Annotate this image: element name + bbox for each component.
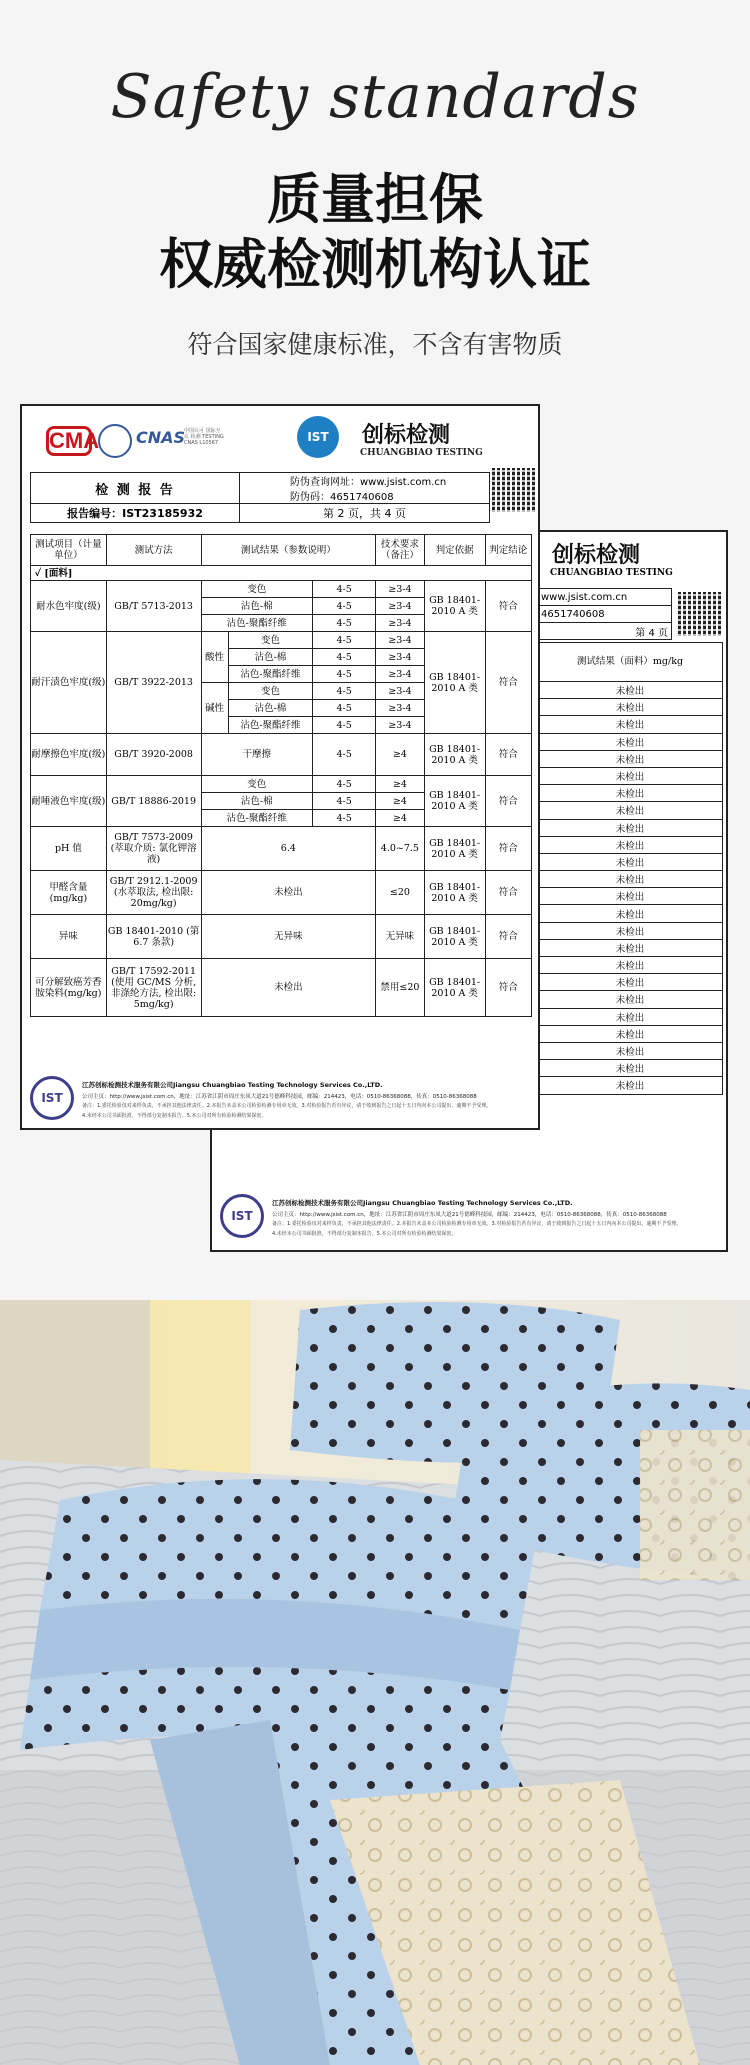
report-page-front <box>20 404 540 1130</box>
item-rubbing: 耐摩擦色牢度(级) <box>31 734 107 776</box>
sub-item: 沾色-聚酯纤维 <box>228 666 312 683</box>
item-odor: 异味 <box>31 915 107 959</box>
result-cell: 未检出 <box>538 699 723 716</box>
col-result: 测试结果（参数说明） <box>201 535 376 566</box>
result-cell: 未检出 <box>538 682 723 699</box>
result-row <box>538 1025 723 1042</box>
ist-seal-icon: IST <box>30 1076 74 1120</box>
result-cell: 未检出 <box>538 750 723 767</box>
result-cell: 未检出 <box>538 939 723 956</box>
sub-item: 沾色-聚酯纤维 <box>201 810 313 827</box>
anti-fake-url: www.jsist.com.cn <box>538 589 672 606</box>
report-footer <box>30 1072 534 1124</box>
sub-result: 4-5 <box>313 810 376 827</box>
report-no-label: 报告编号： <box>67 507 123 520</box>
sub-result: 4-5 <box>313 581 376 598</box>
result-row <box>538 1060 723 1077</box>
col-verdict: 判定结论 <box>485 535 531 566</box>
report-footer <box>220 1190 720 1246</box>
result-cell: 未检出 <box>538 888 723 905</box>
result-row <box>538 871 723 888</box>
result-cell: 未检出 <box>538 922 723 939</box>
req-ph: 4.0~7.5 <box>376 827 424 871</box>
report-title: 检 测 报 告 <box>31 473 240 504</box>
results-column-header: 测试结果（面料）mg/kg <box>538 643 723 682</box>
brand-name-en: CHUANGBIAO TESTING <box>360 448 483 458</box>
basis-formaldehyde: GB 18401-2010 A 类 <box>424 871 485 915</box>
sub-req: ≥3-4 <box>376 666 424 683</box>
sub-req: ≥3-4 <box>376 649 424 666</box>
item-saliva: 耐唾液色牢度(级) <box>31 776 107 827</box>
sub-req: ≥3-4 <box>376 581 424 598</box>
footer-note-2: 4.未经本公司书面批准，不得部分复制本报告。5.本公司对所有检验检测结果保密。 <box>82 1113 267 1119</box>
result-cell: 未检出 <box>538 1077 723 1094</box>
alkali-label: 碱性 <box>201 683 228 734</box>
page-info: 第 4 页 <box>538 623 672 640</box>
sub-req: ≥3-4 <box>376 683 424 700</box>
qr-code <box>678 592 722 636</box>
title-line-2: 权威检测机构认证 <box>159 233 591 296</box>
sub-result: 4-5 <box>313 632 376 649</box>
result-cell: 未检出 <box>538 974 723 991</box>
result-row <box>538 957 723 974</box>
results-table <box>537 642 723 1095</box>
result-amines: 未检出 <box>201 959 376 1017</box>
sub-result: 4-5 <box>313 793 376 810</box>
method-amines: GB/T 17592-2011 (使用 GC/MS 分析, 非涤纶方法, 检出限: 5mg/kg) <box>106 959 201 1017</box>
report-no: IST23185932 <box>122 507 203 520</box>
sub-item: 沾色-聚酯纤维 <box>228 717 312 734</box>
brand-name-en: CHUANGBIAO TESTING <box>550 568 673 578</box>
reports-section <box>0 380 750 1300</box>
result-row <box>538 974 723 991</box>
report-header-table <box>30 472 490 523</box>
result-row <box>538 836 723 853</box>
cnas-logo: CNAS <box>136 428 186 447</box>
col-item: 测试项目（计量单位） <box>31 535 107 566</box>
sub-item: 沾色-聚酯纤维 <box>201 615 313 632</box>
result-cell: 未检出 <box>538 853 723 870</box>
ist-logo-icon: IST <box>297 416 339 458</box>
sub-result: 4-5 <box>313 717 376 734</box>
verdict-amines: 符合 <box>485 959 531 1017</box>
result-row <box>538 1008 723 1025</box>
cnas-logo-caption: 中国认可 国际互认 检测 TESTING CNAS L10567 <box>184 428 224 446</box>
bedding-illustration <box>0 1300 750 2065</box>
result-row <box>538 785 723 802</box>
sub-result: 4-5 <box>313 666 376 683</box>
footer-company: 江苏创标检测技术服务有限公司Jiangsu Chuangbiao Testing Technology Services Co.,LTD. <box>272 1199 573 1207</box>
result-cell: 未检出 <box>538 1008 723 1025</box>
method-saliva: GB/T 18886-2019 <box>106 776 201 827</box>
method-water: GB/T 5713-2013 <box>106 581 201 632</box>
verdict-ph: 符合 <box>485 827 531 871</box>
sub-result: 4-5 <box>313 598 376 615</box>
sub-result: 4-5 <box>313 615 376 632</box>
sub-item: 变色 <box>228 683 312 700</box>
result-row <box>538 1042 723 1059</box>
result-row <box>538 750 723 767</box>
basis-saliva: GB 18401-2010 A 类 <box>424 776 485 827</box>
anti-fake-label: 防伪查询网址： <box>290 477 360 488</box>
result-row <box>538 802 723 819</box>
verdict-formaldehyde: 符合 <box>485 871 531 915</box>
result-row <box>538 716 723 733</box>
anti-fake-code-label: 防伪码： <box>290 492 330 503</box>
item-amines: 可分解致癌芳香胺染料(mg/kg) <box>31 959 107 1017</box>
verdict-rubbing: 符合 <box>485 734 531 776</box>
result-cell: 未检出 <box>538 957 723 974</box>
result-cell: 未检出 <box>538 905 723 922</box>
footer-note-1: 备注：1.委托检验仅对来样负责，不承担其他法律责任。2.本报告未盖本公司检验检测专用章无效。3.对检验报告若有异议，请于收到报告之日起十五日内向本公司提出，逾期不予受理。 <box>82 1103 492 1109</box>
result-cell: 未检出 <box>538 991 723 1008</box>
anti-fake-code: 4651740608 <box>330 492 394 503</box>
sub-req: ≥3-4 <box>376 598 424 615</box>
sub-result: 4-5 <box>313 700 376 717</box>
method-rubbing: GB/T 3920-2008 <box>106 734 201 776</box>
item-formaldehyde: 甲醛含量(mg/kg) <box>31 871 107 915</box>
sub-item: 变色 <box>228 632 312 649</box>
ilac-mra-logo <box>98 424 132 458</box>
qr-code <box>492 468 536 512</box>
brand-name: 创标检测 <box>552 543 641 568</box>
footer-address: 公司主页：http://www.jsist.com.cn，地址：江苏省江阴市周庄东凤大道21号德峰科技园，邮编：214423，电话：0510-86368088，传真：0510-86368088 <box>272 1212 667 1218</box>
item-perspiration: 耐汗渍色牢度(级) <box>31 632 107 734</box>
sub-req: ≥4 <box>376 793 424 810</box>
basis-water: GB 18401-2010 A 类 <box>424 581 485 632</box>
req-formaldehyde: ≤20 <box>376 871 424 915</box>
result-cell: 未检出 <box>538 1025 723 1042</box>
method-perspiration: GB/T 3922-2013 <box>106 632 201 734</box>
brand-name: 创标检测 <box>362 423 451 448</box>
result-row <box>538 991 723 1008</box>
header-section <box>0 0 750 380</box>
col-method: 测试方法 <box>106 535 201 566</box>
sub-item: 沾色-棉 <box>201 598 313 615</box>
result-row <box>538 905 723 922</box>
result-row <box>538 939 723 956</box>
sub-item: 变色 <box>201 776 313 793</box>
result-cell: 未检出 <box>538 836 723 853</box>
basis-rubbing: GB 18401-2010 A 类 <box>424 734 485 776</box>
result-cell: 未检出 <box>538 733 723 750</box>
result-cell: 未检出 <box>538 767 723 784</box>
sub-item: 干摩擦 <box>201 734 313 776</box>
verdict-perspiration: 符合 <box>485 632 531 734</box>
acid-label: 酸性 <box>201 632 228 683</box>
page-info: 第 2 页，共 4 页 <box>240 504 490 523</box>
section-fabric: ✓ [面料] <box>31 566 532 581</box>
col-requirement: 技术要求（备注） <box>376 535 424 566</box>
result-row <box>538 922 723 939</box>
result-row <box>538 1077 723 1094</box>
result-cell: 未检出 <box>538 716 723 733</box>
result-cell: 未检出 <box>538 819 723 836</box>
item-water: 耐水色牢度(级) <box>31 581 107 632</box>
col-basis: 判定依据 <box>424 535 485 566</box>
certification-logos <box>36 416 224 464</box>
result-row <box>538 767 723 784</box>
footer-note-1: 备注：1.委托检验仅对来样负责，不承担其他法律责任。2.本报告未盖本公司检验检测专用章无效。3.对检验报告若有异议，请于收到报告之日起十五日内向本公司提出，逾期不予受理。 <box>272 1221 682 1227</box>
method-ph: GB/T 7573-2009 (萃取介质: 氯化钾溶液) <box>106 827 201 871</box>
result-row <box>538 853 723 870</box>
item-ph: pH 值 <box>31 827 107 871</box>
sub-result: 4-5 <box>313 776 376 793</box>
verdict-odor: 符合 <box>485 915 531 959</box>
sub-result: 4-5 <box>313 649 376 666</box>
footer-note-2: 4.未经本公司书面批准，不得部分复制本报告。5.本公司对所有检验检测结果保密。 <box>272 1231 457 1237</box>
result-row <box>538 682 723 699</box>
sub-item: 沾色-棉 <box>201 793 313 810</box>
req-odor: 无异味 <box>376 915 424 959</box>
sub-req: ≥3-4 <box>376 615 424 632</box>
result-odor: 无异味 <box>201 915 376 959</box>
anti-fake-url: www.jsist.com.cn <box>360 477 447 488</box>
report-number-cell <box>31 504 240 523</box>
basis-amines: GB 18401-2010 A 类 <box>424 959 485 1017</box>
result-cell: 未检出 <box>538 802 723 819</box>
basis-ph: GB 18401-2010 A 类 <box>424 827 485 871</box>
sub-item: 变色 <box>201 581 313 598</box>
sub-item: 沾色-棉 <box>228 700 312 717</box>
result-formaldehyde: 未检出 <box>201 871 376 915</box>
footer-company: 江苏创标检测技术服务有限公司Jiangsu Chuangbiao Testing Technology Services Co.,LTD. <box>82 1081 383 1089</box>
result-cell: 未检出 <box>538 1060 723 1077</box>
basis-odor: GB 18401-2010 A 类 <box>424 915 485 959</box>
ist-seal-icon: IST <box>220 1194 264 1238</box>
result-row <box>538 819 723 836</box>
sub-req: ≥3-4 <box>376 632 424 649</box>
result-cell: 未检出 <box>538 785 723 802</box>
method-odor: GB 18401-2010 (第 6.7 条款) <box>106 915 201 959</box>
req-rubbing: ≥4 <box>376 734 424 776</box>
sub-item: 沾色-棉 <box>228 649 312 666</box>
req-amines: 禁用≤20 <box>376 959 424 1017</box>
sub-req: ≥3-4 <box>376 717 424 734</box>
subtitle: 符合国家健康标准，不含有害物质 <box>187 330 563 359</box>
report-info-table <box>537 588 672 640</box>
result-cell: 未检出 <box>538 1042 723 1059</box>
result-row <box>538 888 723 905</box>
sub-req: ≥3-4 <box>376 700 424 717</box>
basis-perspiration: GB 18401-2010 A 类 <box>424 632 485 734</box>
result-ph: 6.4 <box>201 827 376 871</box>
method-formaldehyde: GB/T 2912.1-2009 (水萃取法, 检出限: 20mg/kg) <box>106 871 201 915</box>
result-cell: 未检出 <box>538 871 723 888</box>
anti-fake-row <box>240 473 490 504</box>
bedding-photo <box>0 1300 750 2065</box>
title-line-1: 质量担保 <box>267 168 483 231</box>
verdict-water: 符合 <box>485 581 531 632</box>
footer-address: 公司主页：http://www.jsist.com.cn，地址：江苏省江阴市周庄东凤大道21号德峰科技园，邮编：214423，电话：0510-86368088，传真：0510-86368088 <box>82 1094 477 1100</box>
test-results-table <box>30 534 532 1017</box>
script-title: Safety standards <box>110 62 640 132</box>
result-row <box>538 733 723 750</box>
sub-req: ≥4 <box>376 810 424 827</box>
anti-fake-code: 4651740608 <box>538 606 672 623</box>
sub-result: 4-5 <box>313 683 376 700</box>
sub-req: ≥4 <box>376 776 424 793</box>
result-rubbing: 4-5 <box>313 734 376 776</box>
verdict-saliva: 符合 <box>485 776 531 827</box>
result-row <box>538 699 723 716</box>
cma-logo: CMA <box>46 426 92 456</box>
